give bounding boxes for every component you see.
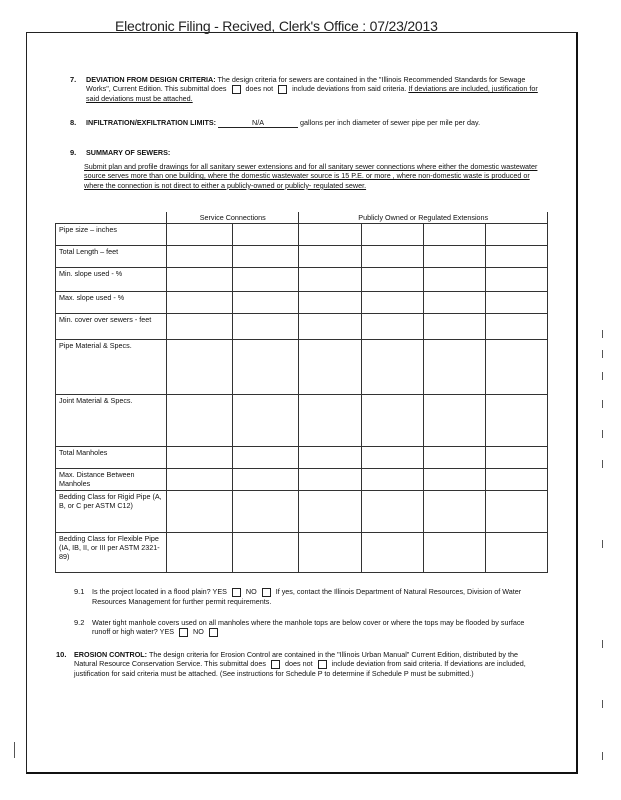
does-not-checkbox-7[interactable] bbox=[278, 85, 287, 94]
cell[interactable] bbox=[423, 447, 485, 469]
cell[interactable] bbox=[361, 340, 423, 395]
cell[interactable] bbox=[167, 533, 233, 573]
cell[interactable] bbox=[485, 292, 547, 314]
cell[interactable] bbox=[361, 268, 423, 292]
cell[interactable] bbox=[233, 447, 299, 469]
cell[interactable] bbox=[299, 533, 361, 573]
cell[interactable] bbox=[361, 246, 423, 268]
does-checkbox-10[interactable] bbox=[271, 660, 280, 669]
cell[interactable] bbox=[423, 469, 485, 491]
table-row bbox=[56, 268, 548, 292]
cell[interactable] bbox=[167, 491, 233, 533]
cell[interactable] bbox=[233, 268, 299, 292]
cell[interactable] bbox=[361, 469, 423, 491]
row-label: Joint Material & Specs. bbox=[56, 395, 167, 447]
cell[interactable] bbox=[299, 340, 361, 395]
cell[interactable] bbox=[485, 533, 547, 573]
section-10-does-not: does not bbox=[285, 659, 313, 669]
cell[interactable] bbox=[233, 469, 299, 491]
cell[interactable] bbox=[485, 314, 547, 340]
cell[interactable] bbox=[167, 469, 233, 491]
cell[interactable] bbox=[233, 292, 299, 314]
table-header-row bbox=[56, 212, 548, 224]
row-label: Max. Distance Between Manholes bbox=[56, 469, 167, 491]
cell[interactable] bbox=[299, 292, 361, 314]
cell[interactable] bbox=[299, 469, 361, 491]
cell[interactable] bbox=[299, 224, 361, 246]
cell[interactable] bbox=[423, 491, 485, 533]
table-row bbox=[56, 469, 548, 491]
scan-mark bbox=[602, 460, 603, 468]
cell[interactable] bbox=[167, 224, 233, 246]
row-label: Min. slope used - % bbox=[56, 268, 167, 292]
cell[interactable] bbox=[361, 395, 423, 447]
table-row bbox=[56, 447, 548, 469]
cell[interactable] bbox=[423, 268, 485, 292]
table-row bbox=[56, 340, 548, 395]
scan-mark bbox=[602, 430, 603, 438]
cell[interactable] bbox=[299, 268, 361, 292]
cell[interactable] bbox=[423, 395, 485, 447]
table-row bbox=[56, 292, 548, 314]
scan-mark bbox=[602, 350, 603, 358]
cell[interactable] bbox=[485, 447, 547, 469]
flood-plain-no-label: NO bbox=[245, 587, 257, 596]
scan-mark bbox=[14, 742, 15, 758]
flood-plain-question: Is the project located in a flood plain? YES bbox=[92, 587, 227, 596]
cell[interactable] bbox=[299, 395, 361, 447]
cell[interactable] bbox=[299, 447, 361, 469]
table-row bbox=[56, 224, 548, 246]
sewer-summary-table bbox=[55, 212, 548, 573]
section-7-title: DEVIATION FROM DESIGN CRITERIA: bbox=[86, 75, 216, 84]
cell[interactable] bbox=[233, 395, 299, 447]
table-row bbox=[56, 533, 548, 573]
section-7-text bbox=[86, 75, 548, 103]
table-row bbox=[56, 314, 548, 340]
cell[interactable] bbox=[423, 292, 485, 314]
section-9-instructions: Submit plan and profile drawings for all sanitary sewer extensions and for all sanitary sewer connections where either the domestic wastewater source serves more than one building, where the domestic wastewater source is 15 P.E. or more , where non-domestic waste is produced or where the connection is not direct to either a publicly-owned or publicly- regulated sewer. bbox=[84, 162, 538, 190]
infiltration-limit-field[interactable]: N/A bbox=[218, 118, 298, 128]
scan-mark bbox=[602, 540, 603, 548]
cell[interactable] bbox=[361, 314, 423, 340]
section-9-1-number: 9.1 bbox=[74, 587, 85, 596]
section-10-body-b: include deviation from said criteria. If deviations are included, justification for said criteria must be attached. (See instructions for Schedule P to determine if Schedule P must be submitted.) bbox=[74, 659, 526, 678]
flood-plain-yes-checkbox[interactable] bbox=[232, 588, 241, 597]
section-10-text bbox=[74, 650, 534, 678]
cell[interactable] bbox=[361, 491, 423, 533]
section-9-2-text bbox=[92, 618, 532, 637]
row-label: Total Length – feet bbox=[56, 246, 167, 268]
cell[interactable] bbox=[299, 314, 361, 340]
section-9-number: 9. bbox=[70, 148, 77, 157]
cell[interactable] bbox=[423, 533, 485, 573]
cell[interactable] bbox=[361, 533, 423, 573]
flood-plain-note: If yes, contact the Illinois Department of Natural Resources, Division of Water Resources Management for further permit requirements. bbox=[92, 587, 522, 606]
table-row bbox=[56, 395, 548, 447]
cell[interactable] bbox=[361, 224, 423, 246]
cell[interactable] bbox=[233, 246, 299, 268]
cell[interactable] bbox=[485, 395, 547, 447]
section-7-requirement: If deviations are included, justification for said deviations must be attached. bbox=[86, 84, 538, 103]
section-8-body: gallons per inch diameter of sewer pipe per mile per day. bbox=[300, 118, 481, 127]
manhole-no-checkbox[interactable] bbox=[209, 628, 218, 637]
cell[interactable] bbox=[361, 447, 423, 469]
row-label: Total Manholes bbox=[56, 447, 167, 469]
section-10-body-a: The design criteria for Erosion Control are contained in the "Illinois Urban Manual" Current Edition, distributed by the Natural Resource Conservation Service. This submittal does bbox=[74, 650, 519, 669]
scan-mark bbox=[602, 752, 603, 760]
cell[interactable] bbox=[167, 340, 233, 395]
scan-mark bbox=[602, 330, 603, 338]
filing-stamp-header: Electronic Filing - Recived, Clerk's Office : 07/23/2013 bbox=[115, 18, 438, 34]
manhole-no-label: NO bbox=[193, 627, 204, 637]
section-10-title: EROSION CONTROL: bbox=[74, 650, 148, 659]
section-9-title: SUMMARY OF SEWERS: bbox=[86, 148, 171, 157]
table-row bbox=[56, 246, 548, 268]
section-8-number: 8. bbox=[70, 118, 77, 127]
cell[interactable] bbox=[233, 314, 299, 340]
row-label: Pipe size – inches bbox=[56, 224, 167, 246]
table-header-service: Service Connections bbox=[167, 212, 299, 224]
table-row bbox=[56, 491, 548, 533]
does-not-checkbox-10[interactable] bbox=[318, 660, 327, 669]
row-label: Bedding Class for Rigid Pipe (A, B, or C per ASTM C12) bbox=[56, 491, 167, 533]
cell[interactable] bbox=[167, 314, 233, 340]
section-10-number: 10. bbox=[56, 650, 67, 659]
table-header-public: Publicly Owned or Regulated Extensions bbox=[299, 212, 548, 224]
section-7-does-not: does not bbox=[245, 84, 274, 94]
cell[interactable] bbox=[167, 246, 233, 268]
manhole-yes-checkbox[interactable] bbox=[179, 628, 188, 637]
cell[interactable] bbox=[485, 224, 547, 246]
cell[interactable] bbox=[423, 340, 485, 395]
scan-mark bbox=[602, 400, 603, 408]
row-label: Min. cover over sewers - feet bbox=[56, 314, 167, 340]
flood-plain-no-checkbox[interactable] bbox=[262, 588, 271, 597]
cell[interactable] bbox=[233, 491, 299, 533]
cell[interactable] bbox=[233, 340, 299, 395]
section-8-text bbox=[86, 118, 548, 128]
cell[interactable] bbox=[423, 314, 485, 340]
cell[interactable] bbox=[361, 292, 423, 314]
table-header-blank bbox=[56, 212, 167, 224]
row-label: Pipe Material & Specs. bbox=[56, 340, 167, 395]
cell[interactable] bbox=[423, 224, 485, 246]
cell[interactable] bbox=[485, 340, 547, 395]
scan-mark bbox=[602, 372, 603, 380]
manhole-question: Water tight manhole covers used on all manholes where the manhole tops are below cover or where the tops may be flooded by surface runoff or high water? YES bbox=[92, 618, 525, 637]
section-7-body-b: include deviations from said criteria. bbox=[292, 84, 407, 94]
section-9-1-text bbox=[92, 587, 532, 606]
cell[interactable] bbox=[485, 268, 547, 292]
scan-mark bbox=[602, 700, 603, 708]
cell[interactable] bbox=[233, 533, 299, 573]
section-7-number: 7. bbox=[70, 75, 77, 84]
cell[interactable] bbox=[167, 447, 233, 469]
section-8-title: INFILTRATION/EXFILTRATION LIMITS: bbox=[86, 118, 217, 127]
cell[interactable] bbox=[167, 395, 233, 447]
cell[interactable] bbox=[485, 491, 547, 533]
scan-mark bbox=[602, 640, 603, 648]
cell[interactable] bbox=[167, 268, 233, 292]
row-label: Bedding Class for Flexible Pipe (IA, IB, II, or III per ASTM 2321-89) bbox=[56, 533, 167, 573]
cell[interactable] bbox=[299, 491, 361, 533]
section-9-2-number: 9.2 bbox=[74, 618, 85, 627]
cell[interactable] bbox=[485, 469, 547, 491]
does-checkbox-7[interactable] bbox=[232, 85, 241, 94]
cell[interactable] bbox=[423, 246, 485, 268]
cell[interactable] bbox=[485, 246, 547, 268]
row-label: Max. slope used - % bbox=[56, 292, 167, 314]
cell[interactable] bbox=[233, 224, 299, 246]
cell[interactable] bbox=[167, 292, 233, 314]
cell[interactable] bbox=[299, 246, 361, 268]
section-7-body-a: The design criteria for sewers are contained in the "Illinois Recommended Standards for Sewage Works", Current Edition. This submittal does bbox=[86, 75, 526, 94]
